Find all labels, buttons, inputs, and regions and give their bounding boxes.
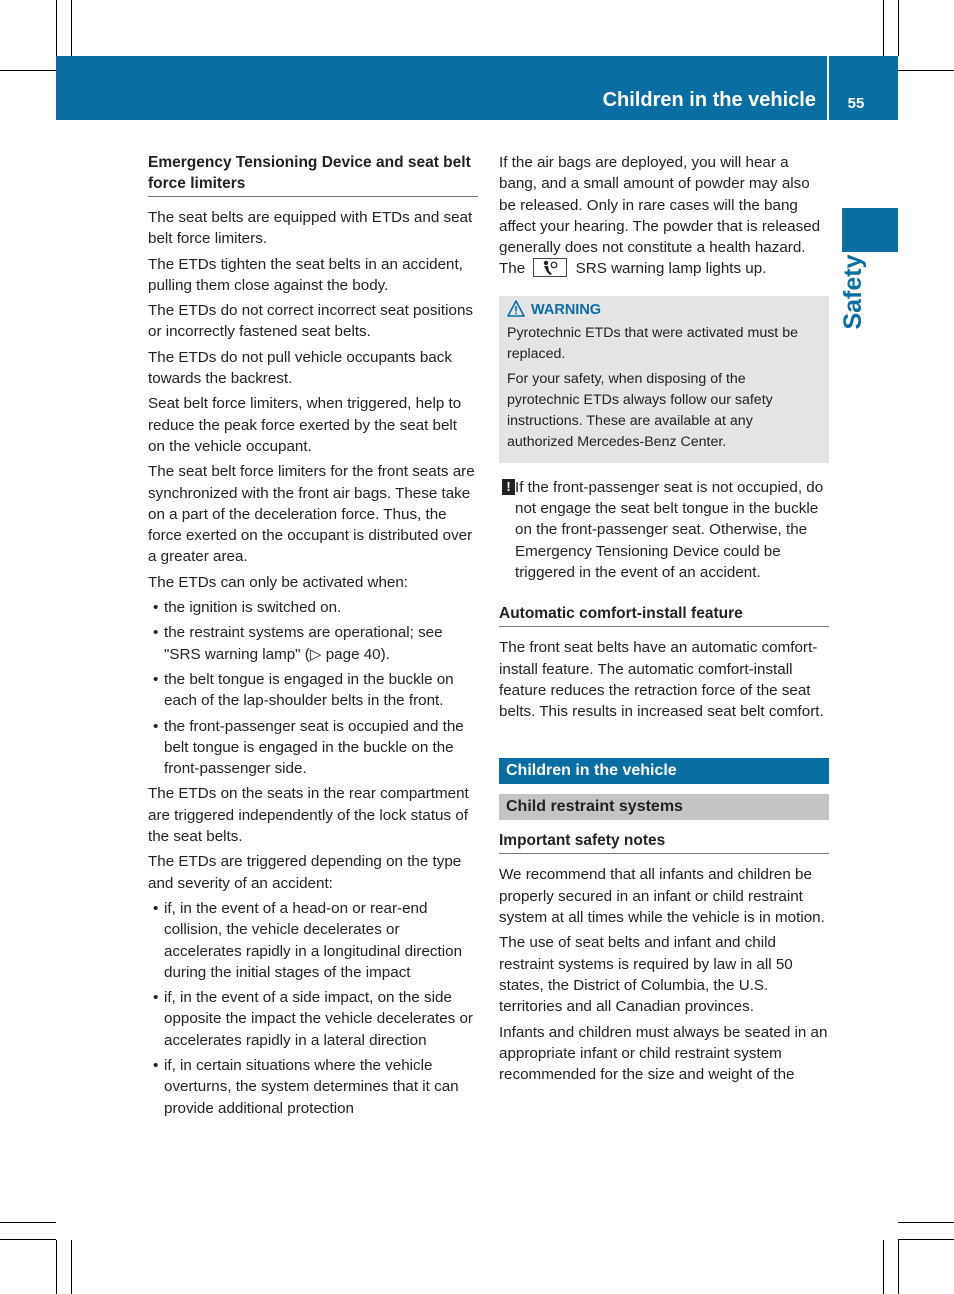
warning-text (507, 323, 821, 453)
crop-mark (898, 1240, 899, 1294)
crop-mark (898, 1222, 954, 1223)
paragraph: The ETDs can only be activated when: (148, 573, 409, 591)
safety-paragraphs (499, 864, 829, 1085)
exclamation-icon: ! (502, 479, 515, 495)
header-divider (827, 56, 829, 120)
warning-title: WARNING (531, 301, 602, 318)
crop-mark (0, 70, 56, 71)
side-tab-label: Safety (839, 254, 867, 330)
list-item: • if, in the event of a side impact, on the side opposite the impact the vehicle decelerates or accelerates rapidly in a lateral direction (153, 989, 473, 1049)
warning-triangle-icon (507, 300, 525, 317)
list-item: • the ignition is switched on. (148, 597, 478, 618)
list-item: • the restraint systems are operational; see "SRS warning lamp" (▷ page 40). (153, 624, 443, 663)
subsection-title: Child restraint systems (499, 794, 829, 820)
trigger-conditions-list (148, 898, 478, 1119)
crop-mark (898, 0, 899, 56)
crop-mark (898, 1239, 954, 1240)
paragraph: The use of seat belts and infant and child restraint systems is required by law in all 50 states, the District of Columbia, the U.S. territories and all Canadian provinces. (499, 934, 793, 1016)
notice (499, 477, 829, 583)
paragraph: The ETDs tighten the seat belts in an accident, pulling them close against the body. (148, 255, 463, 294)
list-item: • the front-passenger seat is occupied and the belt tongue is engaged in the buckle on the front-passenger side. (153, 717, 464, 778)
paragraph: The ETDs do not correct incorrect seat positions or incorrectly fastened seat belts. (148, 302, 473, 341)
safety-heading: Important safety notes (499, 830, 829, 854)
list-item: • the belt tongue is engaged in the buckle on each of the lap-shoulder belts in the front. (153, 670, 454, 710)
warning-box (499, 296, 829, 463)
bullet-icon: • (153, 624, 159, 642)
bullet-icon: • (153, 599, 159, 617)
paragraph: The ETDs are triggered depending on the type and severity of an accident: (148, 853, 462, 892)
bullet-icon: • (153, 899, 159, 917)
list-item: • if, in certain situations where the vehicle overturns, the system determines that it can provide additional protection (153, 1056, 459, 1117)
right-column (499, 152, 829, 1089)
warning-paragraph: For your safety, when disposing of the pyrotechnic ETDs always follow our safety instructions. These are available at any authorized Mercedes-Benz Center. (507, 370, 773, 450)
bullet-icon: • (153, 1056, 159, 1074)
paragraph: The ETDs on the seats in the rear compartment are triggered independently of the lock status of the seat belts. (148, 785, 469, 846)
left-column (148, 152, 478, 1123)
crop-mark (898, 70, 954, 71)
warning-paragraph: Pyrotechnic ETDs that were activated must be replaced. (507, 324, 798, 362)
notice-text: If the front-passenger seat is not occupied, do not engage the seat belt tongue in the buckle on the front-passenger seat. Otherwise, the Emergency Tensioning Device could be triggered in the event of an accident. (515, 478, 824, 581)
etd-trigger-paragraphs (148, 783, 478, 893)
paragraph: Infants and children must always be seated in an appropriate infant or child restraint system recommended for the size and weight of the (499, 1023, 828, 1084)
crop-mark (0, 1239, 56, 1240)
section-title: Children in the vehicle (499, 758, 829, 784)
paragraph: The seat belt force limiters for the front seats are synchronized with the front air bags. These take on a part of the deceleration force. Thus, the force exerted on the occupant is distributed over a greater area. (148, 463, 475, 566)
crop-mark (0, 1222, 56, 1223)
comfort-heading: Automatic comfort-install feature (499, 603, 829, 627)
page-number: 55 (847, 95, 865, 112)
crop-mark (883, 0, 884, 56)
bullet-icon: • (153, 717, 159, 735)
crop-mark (56, 0, 57, 56)
paragraph: We recommend that all infants and children be properly secured in an infant or child restraint system at all times while the vehicle is in motion. (499, 866, 825, 927)
comfort-text: The front seat belts have an automatic comfort-install feature. The automatic comfort-install feature reduces the retraction force of the seat belts. This results in increased seat belt comfort. (499, 639, 824, 721)
paragraph: The seat belts are equipped with ETDs and seat belt force limiters. (148, 209, 473, 248)
crop-mark (71, 1240, 72, 1294)
bullet-icon: • (153, 670, 159, 688)
header-title: Children in the vehicle (602, 89, 816, 111)
airbag-paragraph: If the air bags are deployed, you will hear a bang, and a small amount of powder may also be released. Only in rare cases will the bang affect your hearing. The powder that is released generally does not constitute a health hazard. The SRS warning lamp lights up. (499, 154, 821, 278)
bullet-icon: • (153, 989, 159, 1007)
warning-header (507, 300, 821, 321)
list-item: • if, in the event of a head-on or rear-end collision, the vehicle decelerates or accelerates rapidly in a longitudinal direction during the initial stages of the impact (153, 899, 463, 981)
crop-mark (883, 1240, 884, 1294)
crop-mark (56, 1240, 57, 1294)
activation-conditions-list (148, 597, 478, 779)
paragraph: Seat belt force limiters, when triggered, help to reduce the peak force exerted by the seat belt on the vehicle occupant. (148, 395, 462, 455)
paragraph: The ETDs do not pull vehicle occupants back towards the backrest. (148, 348, 452, 388)
crop-mark (71, 0, 72, 56)
etd-heading: Emergency Tensioning Device and seat belt force limiters (148, 152, 478, 197)
etd-paragraphs (148, 207, 478, 593)
srs-warning-lamp-icon (533, 258, 567, 277)
